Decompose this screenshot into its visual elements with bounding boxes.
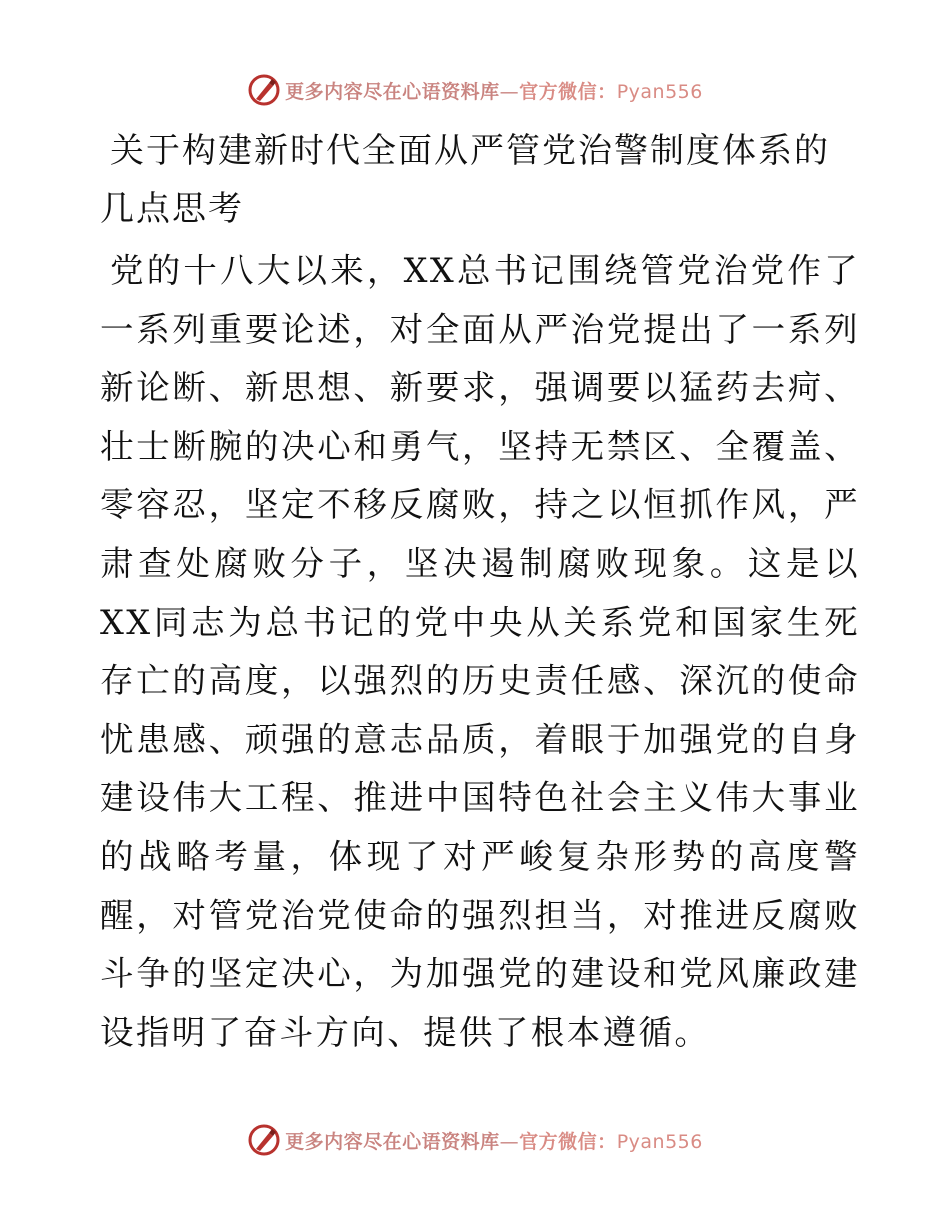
document-paragraph: 党的十八大以来，XX总书记围绕管党治党作了一系列重要论述，对全面从严治党提出了一系列新论断、新思想、新要求，强调要以猛药去疴、壮士断腕的决心和勇气，坚持无禁区、全覆盖、零容忍，坚定不移反腐败，持之以恒抓作风，严肃查处腐败分子，坚决遏制腐败现象。这是以XX同志为总书记的党中央从关系党和国家生死存亡的高度，以强烈的历史责任感、深沉的使命忧患感、顽强的意志品质，着眼于加强党的自身建设伟大工程、推进中国特色社会主义伟大事业的战略考量，体现了对严峻复杂形势的高度警醒，对管党治党使命的强烈担当，对推进反腐败斗争的坚定决心，为加强党的建设和党风廉政建设指明了奋斗方向、提供了根本遵循。 <box>100 251 860 1052</box>
banner-contact-id: Pyan556 <box>616 1130 703 1153</box>
pen-circle-logo-icon <box>247 1123 281 1157</box>
banner-contact-label: 官方微信： <box>519 80 617 103</box>
footer-watermark-banner <box>0 1120 950 1160</box>
header-watermark-banner <box>0 70 950 110</box>
document-title: 关于构建新时代全面从严管党治警制度体系的几点思考 <box>100 131 830 229</box>
banner-contact-label: 官方微信： <box>519 1130 617 1153</box>
banner-brand-text: 更多内容尽在心语资料库 <box>285 1130 500 1153</box>
banner-separator: — <box>499 1130 520 1153</box>
pen-circle-logo-icon <box>247 73 281 107</box>
banner-contact-id: Pyan556 <box>616 80 703 103</box>
banner-separator: — <box>499 80 520 103</box>
banner-brand-text: 更多内容尽在心语资料库 <box>285 80 500 103</box>
